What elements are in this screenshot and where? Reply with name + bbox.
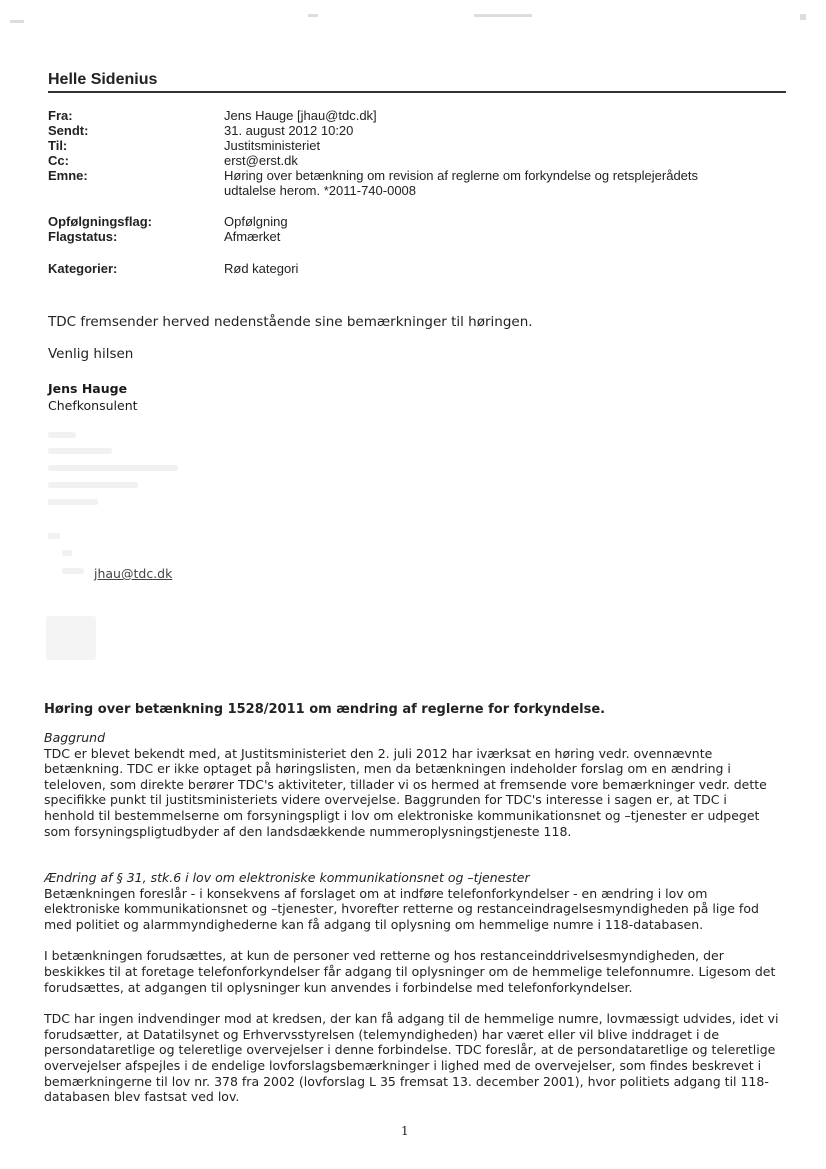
header-label-categories: Kategorier: <box>48 261 118 276</box>
section-heading: Ændring af § 31, stk.6 i lov om elektroniske kommunikationsnet og –tjenester <box>44 870 530 885</box>
signature-name: Jens Hauge <box>48 381 128 396</box>
scan-artifact <box>308 14 318 17</box>
header-value-categories: Rød kategori <box>224 261 299 276</box>
header-label-subject: Emne: <box>48 168 88 183</box>
signature-title: Chefkonsulent <box>48 398 138 413</box>
signature-email-link[interactable]: jhau@tdc.dk <box>94 566 173 581</box>
message-intro: TDC fremsender herved nedenstående sine bemærkninger til høringen. <box>48 314 533 330</box>
header-label-cc: Cc: <box>48 153 69 168</box>
document-title: Høring over betænkning 1528/2011 om ændring af reglerne for forkyndelse. <box>44 702 606 717</box>
section-heading: Baggrund <box>44 730 106 745</box>
page-number: 1 <box>401 1124 409 1138</box>
faded-signature-line <box>48 465 178 471</box>
section-amendment <box>44 870 779 1105</box>
header-value-from: Jens Hauge [jhau@tdc.dk] <box>224 108 377 123</box>
mailbox-owner-name: Helle Sidenius <box>48 71 158 88</box>
scan-artifact <box>10 20 24 23</box>
scan-artifact <box>474 14 532 17</box>
header-label-to: Til: <box>48 138 68 153</box>
paragraph: Betænkningen foreslår - i konsekvens af forslaget om at indføre telefonforkyndelser - en ændring i lov om elektroniske kommunikationsnet og –tjenester, hvorefter retterne og restanceindragelsesmyndigheden på lige fod med politiet og alarmmyndighederne kan få adgang til oplysning om hemmelige numre i 118-databasen. <box>44 885 759 932</box>
faded-signature-line <box>48 533 60 539</box>
paragraph: TDC er blevet bekendt med, at Justitsministeriet den 2. juli 2012 har iværksat en høring vedr. ovennævnte betænkning. TDC er ikke optaget på høringslisten, men da betænkningen indeholder forslag om en ændring i teleloven, som direkte berører TDC's aktiviteter, tillader vi os hermed at fremsende vore bemærkninger vedr. dette specifikke punkt til justitsministeriets videre overvejelse. Baggrunden for TDC's interesse i sagen er, at TDC i henhold til bestemmelserne om forsyningspligt i lov om elektroniske kommunikationsnet og –tjenester er udpeget som forsyningspligtudbyder af den landsdækkende nummeroplysningstjeneste 118. <box>44 745 767 839</box>
header-divider <box>48 91 786 93</box>
section-background <box>44 730 779 839</box>
header-value-to: Justitsministeriet <box>224 138 321 153</box>
message-greeting: Venlig hilsen <box>48 346 134 362</box>
header-value-followup-flag: Opfølgning <box>224 214 288 229</box>
faded-signature-line <box>62 568 84 574</box>
header-value-flag-status: Afmærket <box>224 229 281 244</box>
faded-signature-line <box>48 482 138 488</box>
header-label-sent: Sendt: <box>48 123 89 138</box>
scan-artifact <box>800 14 806 20</box>
header-value-subject: Høring over betænkning om revision af reglerne om forkyndelse og retsplejerådets <box>224 168 699 183</box>
faded-logo-image <box>46 616 96 660</box>
paragraph: TDC har ingen indvendinger mod at kredsen, der kan få adgang til de hemmelige numre, lovmæssigt udvides, idet vi forudsætter, at Datatilsynet og Erhvervsstyrelsen (telemyndigheden) har været eller vil blive inddraget i de persondataretlige og teleretlige overvejelser i denne forbindelse. TDC foreslår, at de persondataretlige og teleretlige overvejelser afspejles i de endelige lovforslagsbemærkninger i lighed med de overvejelser, som findes beskrevet i bemærkningerne til lov nr. 378 fra 2002 (lovforslag L 35 fremsat 13. december 2001), hvor politiets adgang til 118-databasen blev fastsat ved lov. <box>44 1011 779 1105</box>
faded-signature-line <box>48 432 76 438</box>
paragraph: I betænkningen forudsættes, at kun de personer ved retterne og hos restanceinddrivelsesmyndigheden, der beskikkes til at foretage telefonforkyndelser får adgang til oplysninger om de hemmelige telefonnumre. Ligesom det forudsættes, at adgangen til oplysninger kun anvendes i forbindelse med telefonforkyndelser. <box>44 948 776 995</box>
header-label-followup-flag: Opfølgningsflag: <box>48 214 152 229</box>
header-label-from: Fra: <box>48 108 73 123</box>
header-label-flag-status: Flagstatus: <box>48 229 118 244</box>
faded-signature-line <box>48 448 112 454</box>
header-value-subject-cont: udtalelse herom. *2011-740-0008 <box>224 183 417 198</box>
header-value-sent: 31. august 2012 10:20 <box>224 123 354 138</box>
header-value-cc: erst@erst.dk <box>224 153 298 168</box>
faded-signature-line <box>48 499 98 505</box>
faded-signature-line <box>62 550 72 556</box>
